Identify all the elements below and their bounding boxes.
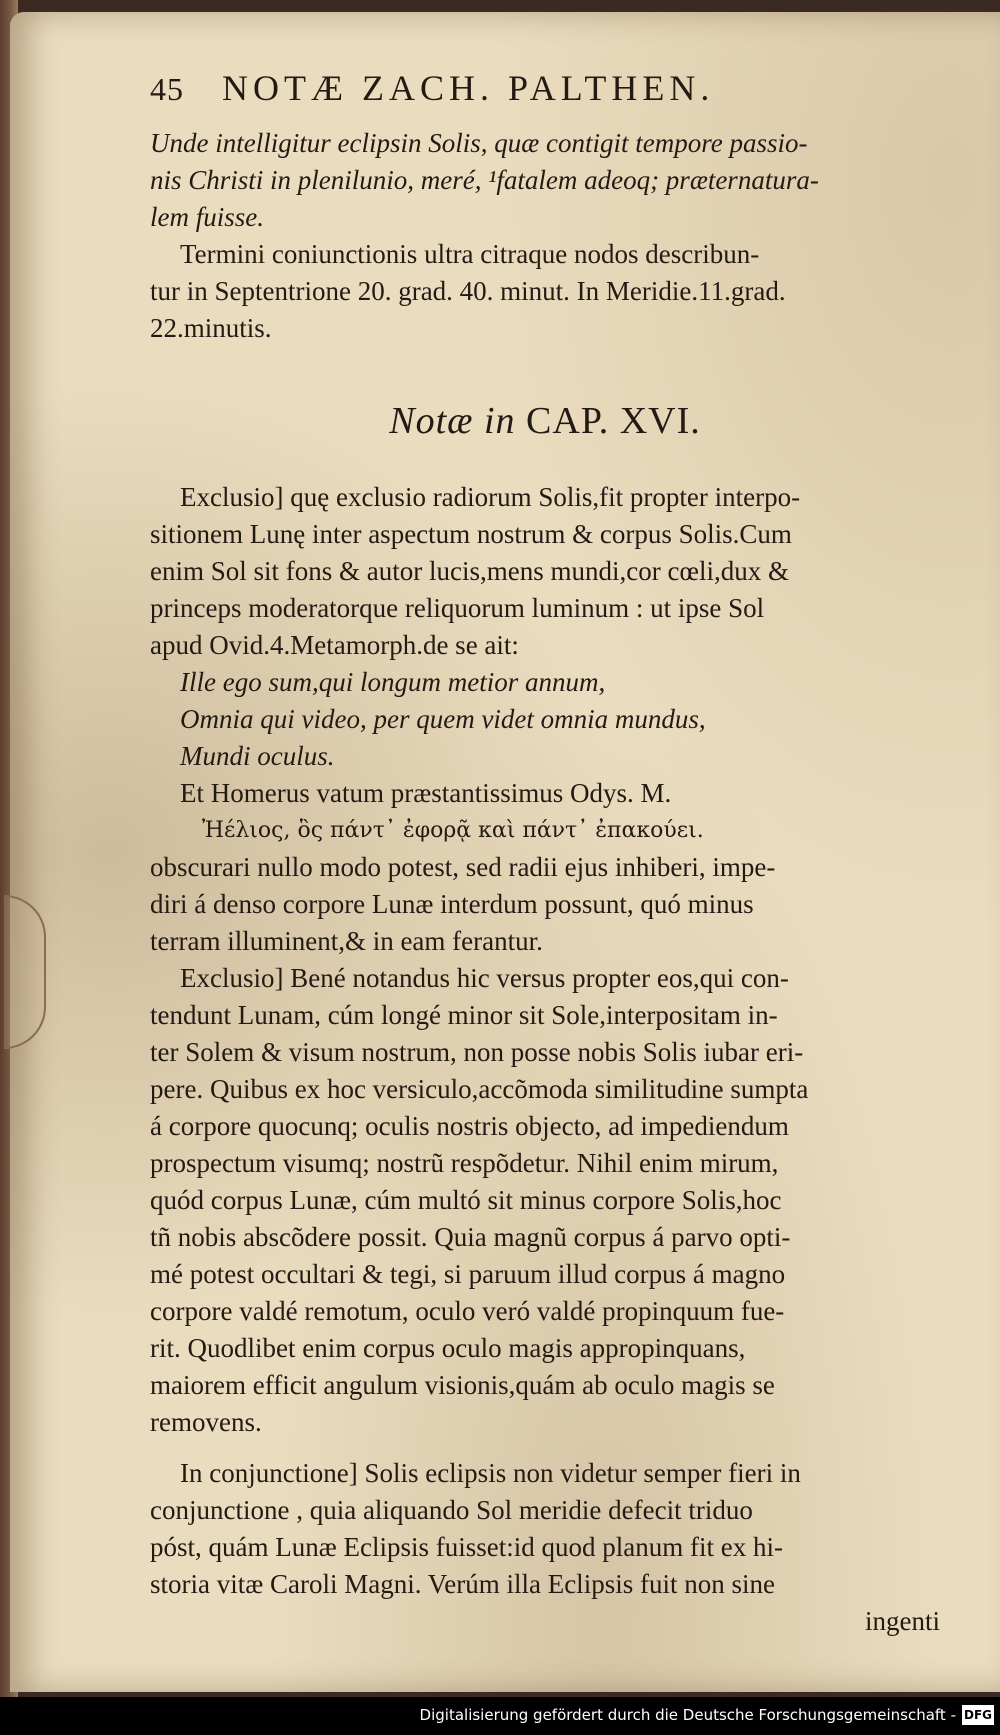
running-head (150, 67, 940, 125)
text-line: corpore valdé remotum, oculo veró valdé propinquum fue- (150, 1296, 785, 1326)
chapter-label: CAP. XVI. (526, 400, 701, 442)
opening-paragraph (150, 125, 940, 347)
text-line: Et Homerus vatum præstantissimus Odys. M. (180, 778, 672, 808)
text-line: tur in Septentrione 20. grad. 40. minut. In Meridie.11.grad. (150, 276, 786, 306)
text-line: conjunctione , quia aliquando Sol meridie defecit triduo (150, 1495, 753, 1525)
text-line: á corpore quocunq; oculis nostris objecto, ad impediendum (150, 1111, 789, 1141)
text-line: mé potest occultari & tegi, si paruum illud corpus á magno (150, 1259, 786, 1289)
text-line: 22.minutis. (150, 313, 272, 343)
text-line: storia vitæ Caroli Magni. Verúm illa Eclipsis fuit non sine (150, 1569, 775, 1599)
text-line: princeps moderatorque reliquorum luminum : ut ipse Sol (150, 593, 765, 623)
page-number: 45 (150, 71, 184, 107)
text-line: Ἠέλιος, ὃς πάντ᾽ ἐφορᾷ καὶ πάντ᾽ ἐπακούει. (202, 818, 704, 843)
paragraph-exclusio-2 (150, 960, 940, 1441)
text-line: ter Solem & visum nostrum, non posse nobis Solis iubar eri- (150, 1037, 804, 1067)
text-line: Unde intelligitur eclipsin Solis, quæ contigit tempore passio- (150, 128, 808, 158)
ovid-verse (150, 664, 940, 775)
section-heading (150, 399, 940, 443)
text-line: terram illuminent,& in eam ferantur. (150, 926, 543, 956)
dfg-logo: DFG (962, 1705, 994, 1725)
text-line: tñ nobis abscõdere possit. Quia magnũ corpus á parvo opti- (150, 1222, 791, 1252)
text-line: quód corpus Lunæ, cúm multó sit minus corpore Solis,hoc (150, 1185, 782, 1215)
verse-line: Ille ego sum,qui longum metior annum, (180, 667, 606, 697)
text-line: póst, quám Lunæ Eclipsis fuisset:id quod planum fit ex hi- (150, 1532, 783, 1562)
text-line: Termini coniunctionis ultra citraque nodos describun- (180, 239, 760, 269)
text-line: sitionem Lunę inter aspectum nostrum & corpus Solis.Cum (150, 519, 792, 549)
text-line: lem fuisse. (150, 202, 264, 232)
text-line: maiorem efficit angulum visionis,quám ab oculo magis se (150, 1370, 775, 1400)
text-line: diri á denso corpore Lunæ interdum possunt, quó minus (150, 889, 754, 919)
section-label: Notæ in (389, 400, 516, 442)
paragraph-homer (150, 775, 940, 960)
text-line: In conjunctione] Solis eclipsis non videtur semper fieri in (180, 1458, 801, 1488)
text-line: Exclusio] quę exclusio radiorum Solis,fit propter interpo- (180, 482, 801, 512)
clasp-ring (4, 895, 46, 1049)
footer-credit: Digitalisierung gefördert durch die Deutsche Forschungsgemeinschaft - (419, 1706, 956, 1724)
text-line: apud Ovid.4.Metamorph.de se ait: (150, 630, 519, 660)
text-line: prospectum visumq; nostrũ respõdetur. Nihil enim mirum, (150, 1148, 779, 1178)
catchword: ingenti (865, 1606, 940, 1636)
verse-line: Mundi oculus. (180, 741, 335, 771)
page-text (150, 55, 940, 1640)
paragraph-exclusio-1 (150, 479, 940, 664)
text-line: Exclusio] Bené notandus hic versus propter eos,qui con- (180, 963, 789, 993)
text-line: enim Sol sit fons & autor lucis,mens mundi,cor cœli,dux & (150, 556, 789, 586)
text-line: nis Christi in plenilunio, meré, ¹fatalem adeoq; præternatura- (150, 165, 819, 195)
paragraph-conjunctione (150, 1455, 940, 1603)
verse-line: Omnia qui video, per quem videt omnia mundus, (180, 704, 706, 734)
text-line: obscurari nullo modo potest, sed radii ejus inhiberi, impe- (150, 852, 776, 882)
text-line: removens. (150, 1407, 262, 1437)
text-line: pere. Quibus ex hoc versiculo,accõmoda similitudine sumpta (150, 1074, 809, 1104)
footer-bar (0, 1697, 1000, 1735)
running-title: NOTÆ ZACH. PALTHEN. (222, 68, 715, 108)
text-line: tendunt Lunam, cúm longé minor sit Sole,interpositam in- (150, 1000, 778, 1030)
text-line: rit. Quodlibet enim corpus oculo magis appropinquans, (150, 1333, 746, 1363)
